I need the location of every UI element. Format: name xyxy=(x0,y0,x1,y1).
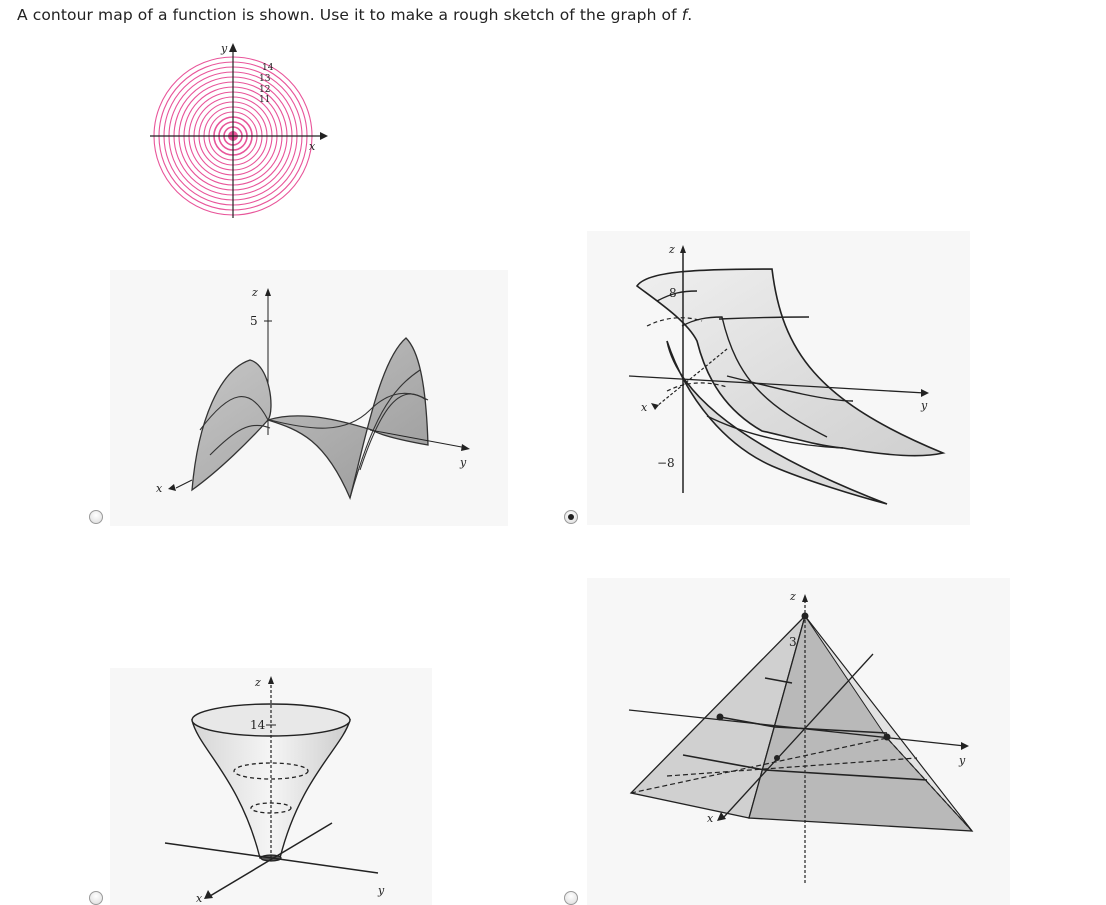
option-d-graph xyxy=(587,578,1010,905)
option-a-z-arrow xyxy=(265,288,271,296)
question-period: . xyxy=(687,6,693,24)
option-c-graph xyxy=(110,668,432,905)
option-b-z-tick-top: 8 xyxy=(669,286,677,300)
option-c-x-label: x xyxy=(196,892,203,905)
option-d-x-label: x xyxy=(707,812,714,825)
option-a-y-label: y xyxy=(460,456,467,469)
option-a-z-tick: 5 xyxy=(250,314,258,328)
question-prompt: A contour map of a function is shown. Use it to make a rough sketch of the graph of xyxy=(17,6,682,24)
option-c-y-label: y xyxy=(378,884,385,897)
contour-level-12: 12 xyxy=(259,85,271,95)
option-c-z-arrow xyxy=(268,676,274,684)
contour-x-label: x xyxy=(309,140,316,153)
option-a-x-label: x xyxy=(156,482,163,495)
option-b-z-label: z xyxy=(669,243,675,256)
option-a-x-arrow xyxy=(168,484,176,491)
option-c-z-tick: 14 xyxy=(250,718,266,732)
option-b-radio[interactable] xyxy=(564,510,578,524)
option-b-x-label: x xyxy=(641,401,648,414)
contour-level-11: 11 xyxy=(259,95,271,105)
option-d-z-tick: 3 xyxy=(789,635,797,649)
option-b-z-tick-bottom: −8 xyxy=(657,456,675,470)
option-d-point xyxy=(774,755,780,761)
option-d-apex xyxy=(802,613,809,620)
contour-level-14: 14 xyxy=(262,63,274,73)
option-a-x-axis xyxy=(176,480,192,488)
option-d-y-label: y xyxy=(959,754,966,767)
option-a-graph xyxy=(110,270,508,526)
option-c-radio[interactable] xyxy=(89,891,103,905)
option-d-point xyxy=(717,714,724,721)
option-b-graph xyxy=(587,231,970,525)
option-d-point xyxy=(884,734,891,741)
option-c-z-label: z xyxy=(255,676,261,689)
question-text xyxy=(17,6,692,24)
option-b-x-arrow xyxy=(651,403,659,410)
option-d-z-label: z xyxy=(790,590,796,603)
option-a-radio[interactable] xyxy=(89,510,103,524)
option-a-z-label: z xyxy=(252,286,258,299)
contour-level-13: 13 xyxy=(259,74,271,84)
option-d-y-arrow xyxy=(961,742,969,750)
contour-y-label: y xyxy=(221,42,228,55)
option-b-y-label: y xyxy=(921,399,928,412)
contour-x-arrow xyxy=(320,132,328,140)
option-a-y-arrow xyxy=(461,444,470,451)
option-a-surface xyxy=(192,338,428,498)
contour-y-arrow xyxy=(229,43,237,52)
option-d-radio[interactable] xyxy=(564,891,578,905)
option-b-radio-dot xyxy=(568,514,574,520)
option-b-z-arrow xyxy=(680,245,686,253)
option-b-y-arrow xyxy=(921,389,929,397)
option-d-z-arrow xyxy=(802,594,808,602)
contour-map xyxy=(148,40,328,220)
function-name: f xyxy=(681,6,688,24)
